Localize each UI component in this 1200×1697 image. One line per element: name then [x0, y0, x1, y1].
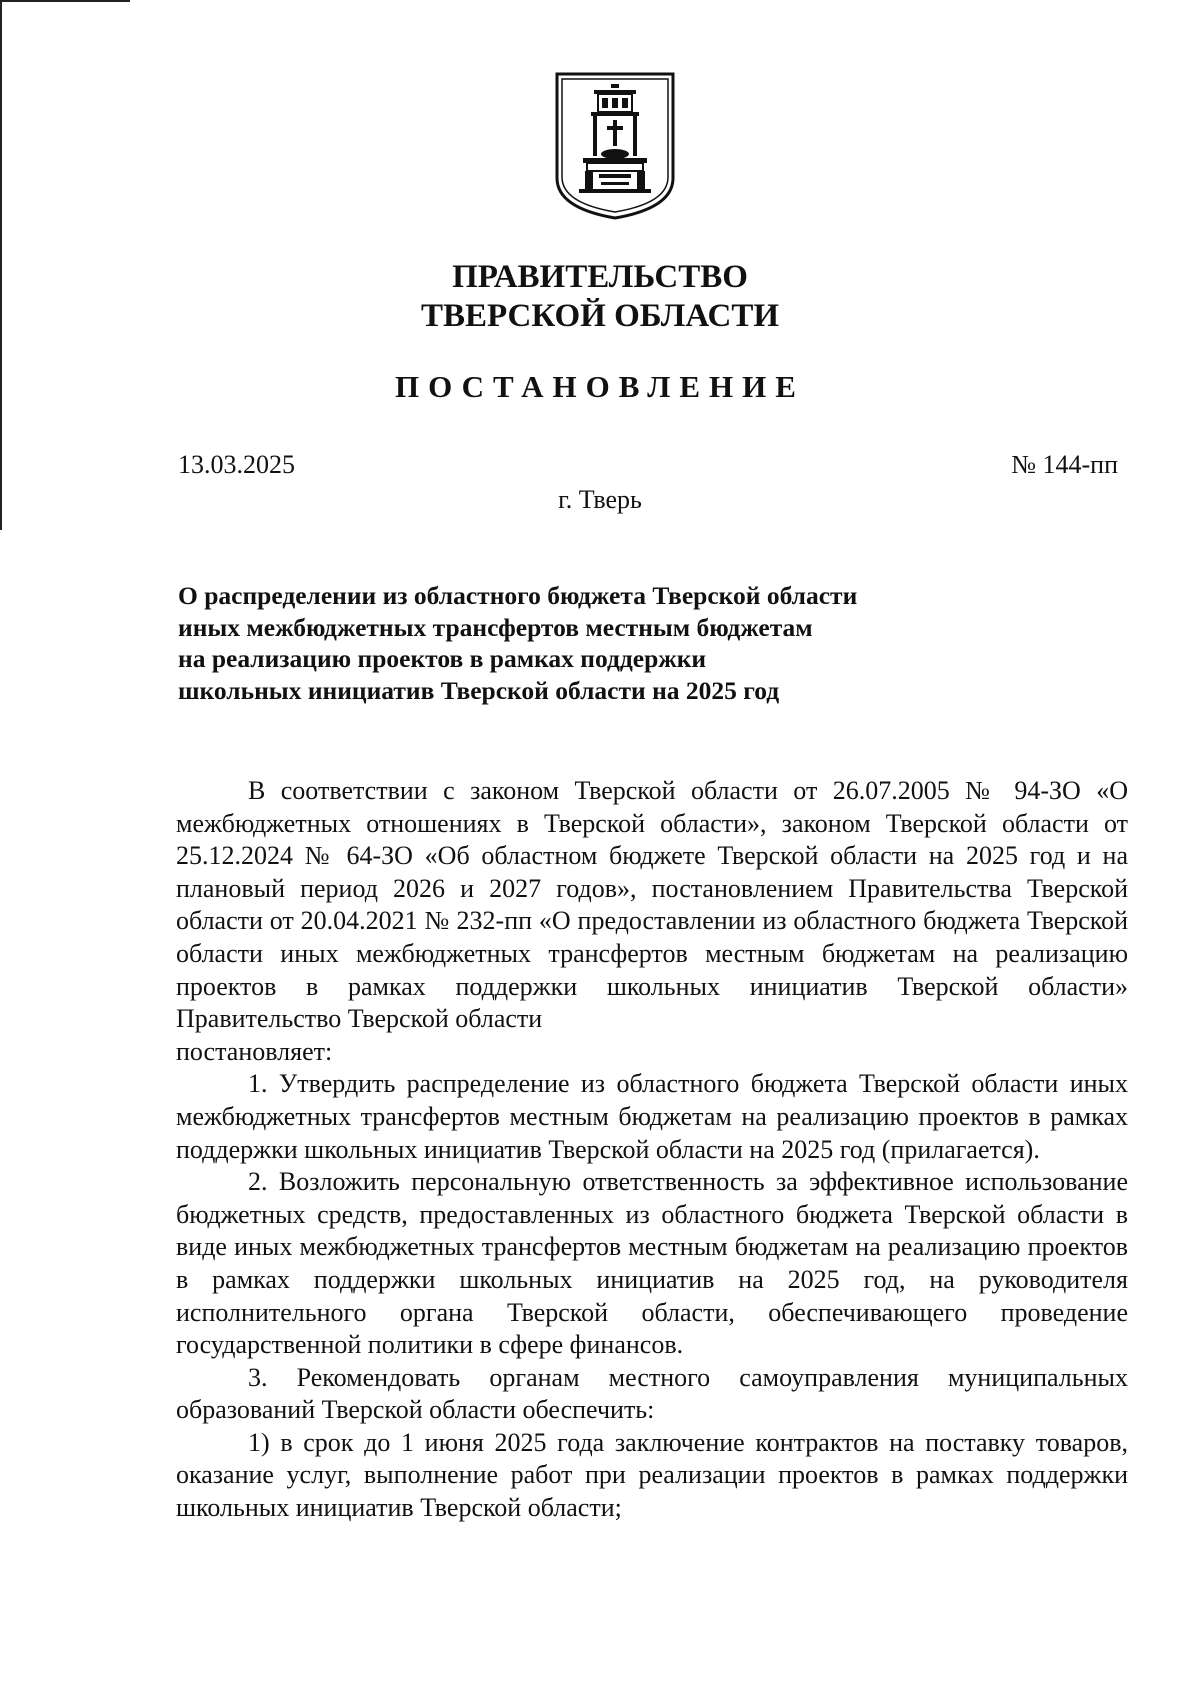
organization-title-line2: ТВЕРСКОЙ ОБЛАСТИ	[420, 298, 780, 334]
organization-title	[0, 258, 1200, 336]
document-type-heading: ПОСТАНОВЛЕНИЕ	[395, 369, 805, 404]
document-city: г. Тверь	[558, 485, 642, 514]
document-subject	[178, 580, 978, 706]
item-3-1-paragraph: 1) в срок до 1 июня 2025 года заключение контрактов на поставку товаров, оказание услуг, выполнение работ при реализации проектов в рамках поддержки школьных инициатив Тверской области;	[176, 1427, 1128, 1523]
resolves-line: постановляет:	[176, 1036, 333, 1066]
subject-line: школьных инициатив Тверской области на 2025 год	[178, 675, 780, 705]
preamble-paragraph: В соответствии с законом Тверской области от 26.07.2005 № 94-ЗО «О межбюджетных отношениях в Тверской области», законом Тверской области от 25.12.2024 № 64-ЗО «Об областном бюджете Тверской области на 2025 год и на плановый период 2026 и 2027 годов», постановлением Правительства Тверской области от 20.04.2021 № 232-пп «О предоставлении из областного бюджета Тверской области иных межбюджетных трансфертов местным бюджетам на реализацию проектов в рамках поддержки школьных инициатив Тверской области» Правительство Тверской области	[176, 776, 1128, 1034]
item-2-paragraph: 2. Возложить персональную ответственность за эффективное использование бюджетных средств, предоставленных из областного бюджета Тверской области в виде иных межбюджетных трансфертов местным бюджетам на реализацию проектов в рамках поддержки школьных инициатив на 2025 год, на руководителя исполнительного органа Тверской области, обеспечивающего проведение государственной политики в сфере финансов.	[176, 1167, 1128, 1360]
item-1-paragraph: 1. Утвердить распределение из областного бюджета Тверской области иных межбюджетных трансфертов местным бюджетам на реализацию проектов в рамках поддержки школьных инициатив Тверской области на 2025 год (прилагается).	[176, 1069, 1128, 1164]
item-3-paragraph: 3. Рекомендовать органам местного самоуправления муниципальных образований Тверской области обеспечить:	[176, 1362, 1128, 1425]
subject-line: О распределении из областного бюджета Тверской области	[178, 581, 858, 610]
tver-oblast-coat-of-arms-icon	[553, 70, 677, 220]
subject-line: на реализацию проектов в рамках поддержки	[178, 644, 707, 673]
document-date: 13.03.2025	[178, 450, 295, 479]
document-body	[176, 775, 1128, 1525]
subject-line: иных межбюджетных трансфертов местным бюджетам	[178, 612, 813, 642]
scan-edge-mark	[0, 0, 130, 2]
organization-title-line1: ПРАВИТЕЛЬСТВО	[452, 259, 748, 295]
document-number: № 144-пп	[1011, 450, 1118, 479]
